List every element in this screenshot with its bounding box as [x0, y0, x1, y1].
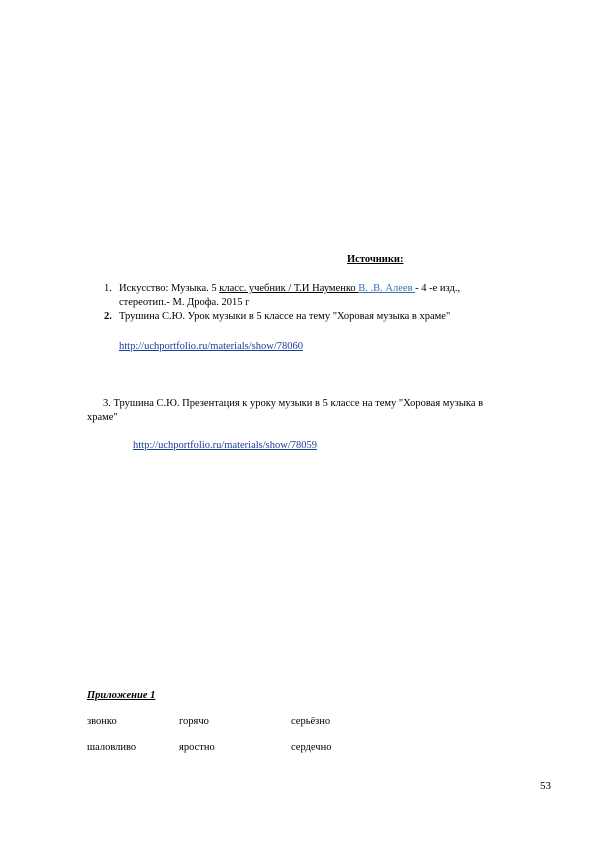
appendix-title: Приложение 1: [87, 690, 156, 701]
source-item-2-link[interactable]: http://uchportfolio.ru/materials/show/78060: [119, 341, 304, 352]
author-link[interactable]: В. .В. Алеев: [358, 283, 416, 294]
word-cell: яростно: [179, 742, 215, 753]
source-item-1-line-2: стереотип.- М. Дрофа. 2015 г: [119, 297, 250, 308]
word-cell: шаловливо: [87, 742, 137, 753]
page-number: 53: [540, 780, 551, 792]
source-item-2-number: 2.: [104, 311, 112, 322]
source-item-1-text-a: Искусство: Музыка. 5: [119, 283, 220, 294]
source-item-1-number: 1.: [104, 283, 112, 294]
word-cell: серьёзно: [291, 716, 331, 727]
source-item-1-text-b: класс. учебник / Т.И Науменко: [219, 283, 359, 294]
word-cell: звонко: [87, 716, 117, 727]
source-item-1-text-c: - 4 -е изд.,: [415, 283, 461, 294]
word-cell: горячо: [179, 716, 209, 727]
source-item-2-text: Трушина С.Ю. Урок музыки в 5 классе на тему "Хоровая музыка в храме": [119, 311, 451, 322]
source-item-3-line-1: 3. Трушина С.Ю. Презентация к уроку музыки в 5 классе на тему "Хоровая музыка в: [103, 398, 484, 409]
source-item-3-link[interactable]: http://uchportfolio.ru/materials/show/78059: [133, 440, 318, 451]
source-item-1-line-1: [119, 283, 460, 294]
sources-heading: Источники:: [347, 254, 404, 265]
source-item-3-line-2: храме": [87, 412, 118, 423]
word-cell: сердечно: [291, 742, 332, 753]
